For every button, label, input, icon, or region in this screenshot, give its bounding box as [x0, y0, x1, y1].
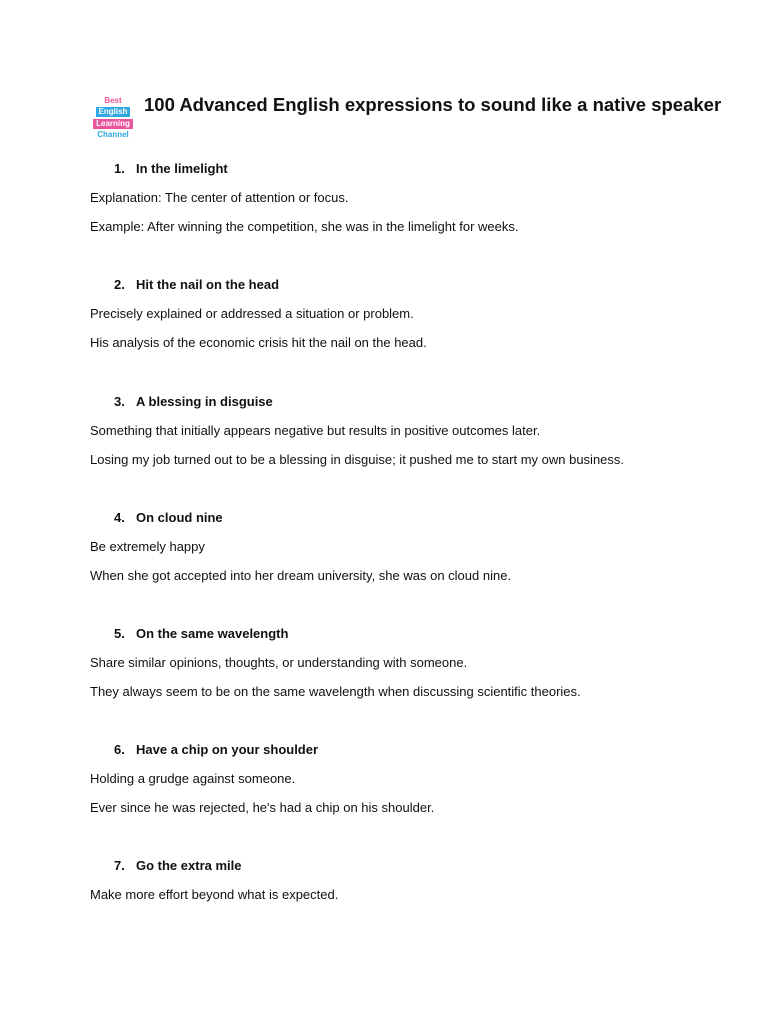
expression-number: 7. [114, 858, 125, 873]
expression-number: 2. [114, 277, 125, 292]
expression-meaning: Make more effort beyond what is expected. [90, 887, 339, 902]
expression-example: Losing my job turned out to be a blessing in disguise; it pushed me to start my own business. [90, 452, 625, 467]
logo-line-learning: Learning [93, 119, 133, 129]
expression-item-2 [90, 277, 730, 351]
expression-title: A blessing in disguise [136, 394, 273, 409]
expression-example: Ever since he was rejected, he's had a chip on his shoulder. [90, 800, 435, 815]
expression-meaning: Be extremely happy [90, 539, 205, 554]
expression-title: On cloud nine [136, 510, 223, 525]
expression-heading [114, 161, 730, 177]
expression-heading [114, 510, 730, 526]
expression-meaning: Precisely explained or addressed a situation or problem. [90, 306, 414, 321]
expression-item-1 [90, 161, 730, 235]
expression-example: When she got accepted into her dream university, she was on cloud nine. [90, 568, 512, 583]
expression-number: 6. [114, 742, 125, 757]
expression-example: His analysis of the economic crisis hit the nail on the head. [90, 335, 427, 350]
expression-heading [114, 394, 730, 410]
expression-title: Hit the nail on the head [136, 277, 280, 292]
document-title: 100 Advanced English expressions to sound like a native speaker [144, 94, 722, 115]
channel-logo [90, 96, 136, 140]
document-header [90, 94, 721, 140]
expression-meaning: Explanation: The center of attention or focus. [90, 190, 349, 205]
expression-number: 5. [114, 626, 125, 641]
expression-item-4 [90, 510, 730, 584]
expression-meaning: Something that initially appears negative but results in positive outcomes later. [90, 423, 541, 438]
expression-meaning: Share similar opinions, thoughts, or understanding with someone. [90, 655, 468, 670]
expression-heading [114, 277, 730, 293]
expression-item-7 [90, 858, 730, 903]
expression-title: Go the extra mile [136, 858, 242, 873]
expression-item-3 [90, 394, 730, 468]
expression-heading [114, 742, 730, 758]
expression-meaning: Holding a grudge against someone. [90, 771, 296, 786]
logo-line-best: Best [104, 96, 122, 105]
expression-heading [114, 858, 730, 874]
expression-number: 4. [114, 510, 125, 525]
expression-title: Have a chip on your shoulder [136, 742, 319, 757]
expression-heading [114, 626, 730, 642]
logo-line-channel: Channel [97, 130, 129, 139]
expression-title: On the same wavelength [136, 626, 289, 641]
expression-title: In the limelight [136, 161, 228, 176]
expression-item-5 [90, 626, 730, 700]
expression-example: Example: After winning the competition, she was in the limelight for weeks. [90, 219, 519, 234]
expression-example: They always seem to be on the same wavelength when discussing scientific theories. [90, 684, 581, 699]
expression-item-6 [90, 742, 730, 816]
expression-number: 1. [114, 161, 125, 176]
expression-number: 3. [114, 394, 125, 409]
logo-line-english: English [96, 107, 131, 117]
